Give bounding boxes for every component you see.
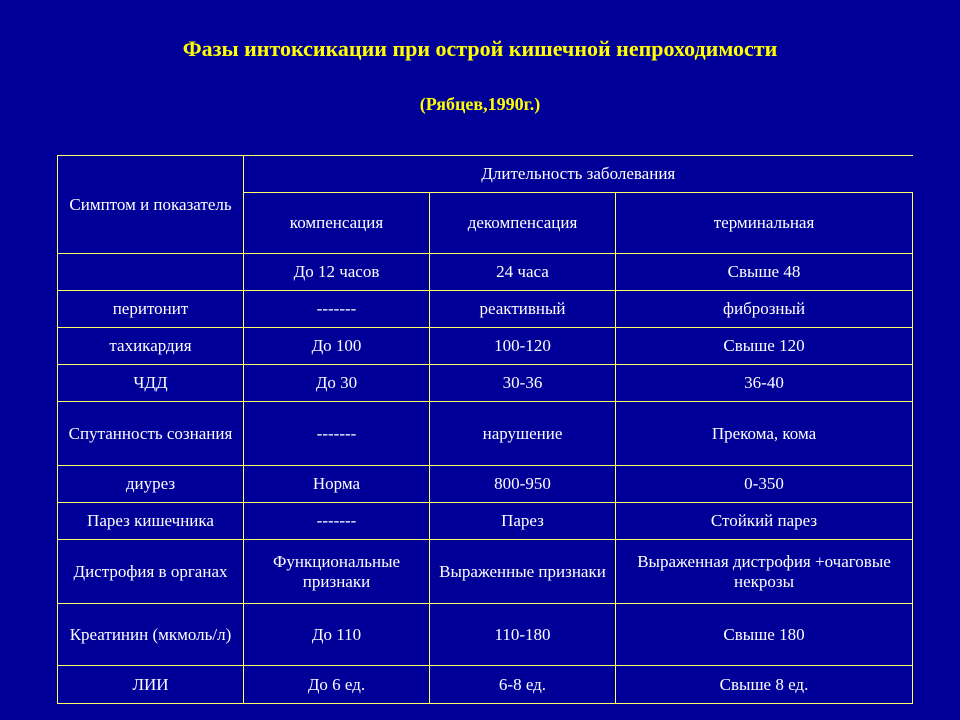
cell-compensation: До 30 [244, 365, 430, 402]
cell-terminal: Стойкий парез [616, 503, 913, 540]
table-row [58, 540, 913, 604]
row-label: перитонит [58, 291, 244, 328]
cell-compensation: До 100 [244, 328, 430, 365]
table-row [58, 466, 913, 503]
cell-decompensation: Парез [430, 503, 616, 540]
cell-terminal: Свыше 180 [616, 604, 913, 666]
cell-compensation: ------- [244, 503, 430, 540]
cell-terminal: фиброзный [616, 291, 913, 328]
header-phase-terminal: терминальная [616, 193, 913, 254]
cell-compensation: Функциональные признаки [244, 540, 430, 604]
row-label [58, 254, 244, 291]
cell-terminal: Выраженная дистрофия +очаговые некрозы [616, 540, 913, 604]
cell-decompensation: 24 часа [430, 254, 616, 291]
cell-terminal: Свыше 48 [616, 254, 913, 291]
cell-decompensation: 6-8 ед. [430, 666, 616, 704]
cell-compensation: До 110 [244, 604, 430, 666]
row-label: ЧДД [58, 365, 244, 402]
row-label: Спутанность сознания [58, 402, 244, 466]
intoxication-phases-table [57, 155, 913, 704]
row-label: Парез кишечника [58, 503, 244, 540]
table-row [58, 365, 913, 402]
cell-terminal: 0-350 [616, 466, 913, 503]
cell-decompensation: 800-950 [430, 466, 616, 503]
cell-decompensation: Выраженные признаки [430, 540, 616, 604]
cell-compensation: ------- [244, 291, 430, 328]
cell-compensation: До 6 ед. [244, 666, 430, 704]
header-symptom: Симптом и показатель [58, 156, 244, 254]
cell-terminal: Свыше 120 [616, 328, 913, 365]
cell-compensation: ------- [244, 402, 430, 466]
cell-terminal: 36-40 [616, 365, 913, 402]
cell-terminal: Свыше 8 ед. [616, 666, 913, 704]
header-phase-decompensation: декомпенсация [430, 193, 616, 254]
table-row [58, 402, 913, 466]
cell-decompensation: нарушение [430, 402, 616, 466]
cell-terminal: Прекома, кома [616, 402, 913, 466]
row-label: ЛИИ [58, 666, 244, 704]
cell-decompensation: 100-120 [430, 328, 616, 365]
header-duration: Длительность заболевания [244, 156, 913, 193]
cell-decompensation: 30-36 [430, 365, 616, 402]
table-row [58, 666, 913, 704]
cell-compensation: До 12 часов [244, 254, 430, 291]
table-header-row [58, 156, 913, 193]
table-row [58, 328, 913, 365]
table-row [58, 604, 913, 666]
row-label: Дистрофия в органах [58, 540, 244, 604]
page-subtitle: (Рябцев,1990г.) [419, 94, 541, 114]
table-row [58, 254, 913, 291]
cell-compensation: Норма [244, 466, 430, 503]
row-label: тахикардия [58, 328, 244, 365]
row-label: диурез [58, 466, 244, 503]
table-row [58, 503, 913, 540]
row-label: Креатинин (мкмоль/л) [58, 604, 244, 666]
header-phase-compensation: компенсация [244, 193, 430, 254]
cell-decompensation: 110-180 [430, 604, 616, 666]
table-row [58, 291, 913, 328]
page-title: Фазы интоксикации при острой кишечной непроходимости [182, 36, 778, 61]
cell-decompensation: реактивный [430, 291, 616, 328]
